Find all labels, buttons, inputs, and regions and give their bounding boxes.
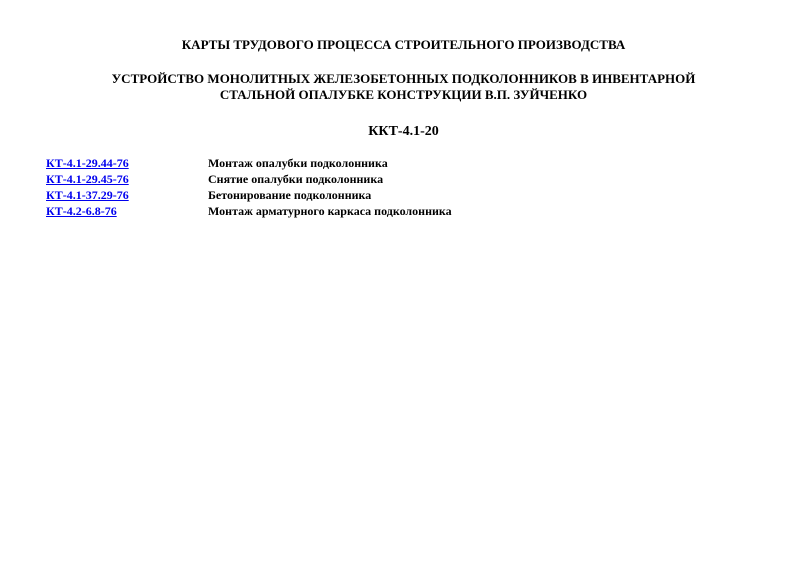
entries-list [46, 155, 766, 219]
entry-code-link[interactable]: КТ-4.1-29.45-76 [46, 172, 129, 186]
document-subtitle-line-1: УСТРОЙСТВО МОНОЛИТНЫХ ЖЕЛЕЗОБЕТОННЫХ ПОДКОЛОННИКОВ В ИНВЕНТАРНОЙ [111, 71, 696, 86]
list-item [46, 155, 766, 171]
document-subtitle [0, 71, 807, 103]
entry-code-link[interactable]: КТ-4.1-37.29-76 [46, 188, 129, 202]
list-item [46, 203, 766, 219]
list-item [46, 187, 766, 203]
list-item [46, 171, 766, 187]
document-subtitle-line-2: СТАЛЬНОЙ ОПАЛУБКЕ КОНСТРУКЦИИ В.П. ЗУЙЧЕНКО [219, 87, 588, 102]
entry-title: Монтаж арматурного каркаса подколонника [208, 204, 452, 218]
document-code: ККТ-4.1-20 [368, 124, 439, 139]
entry-title: Монтаж опалубки подколонника [208, 156, 388, 170]
entry-code-link[interactable]: КТ-4.2-6.8-76 [46, 204, 117, 218]
entry-title: Бетонирование подколонника [208, 188, 372, 202]
document-title: КАРТЫ ТРУДОВОГО ПРОЦЕССА СТРОИТЕЛЬНОГО ПРОИЗВОДСТВА [181, 37, 626, 52]
entry-title: Снятие опалубки подколонника [208, 172, 384, 186]
entry-code-link[interactable]: КТ-4.1-29.44-76 [46, 156, 129, 170]
